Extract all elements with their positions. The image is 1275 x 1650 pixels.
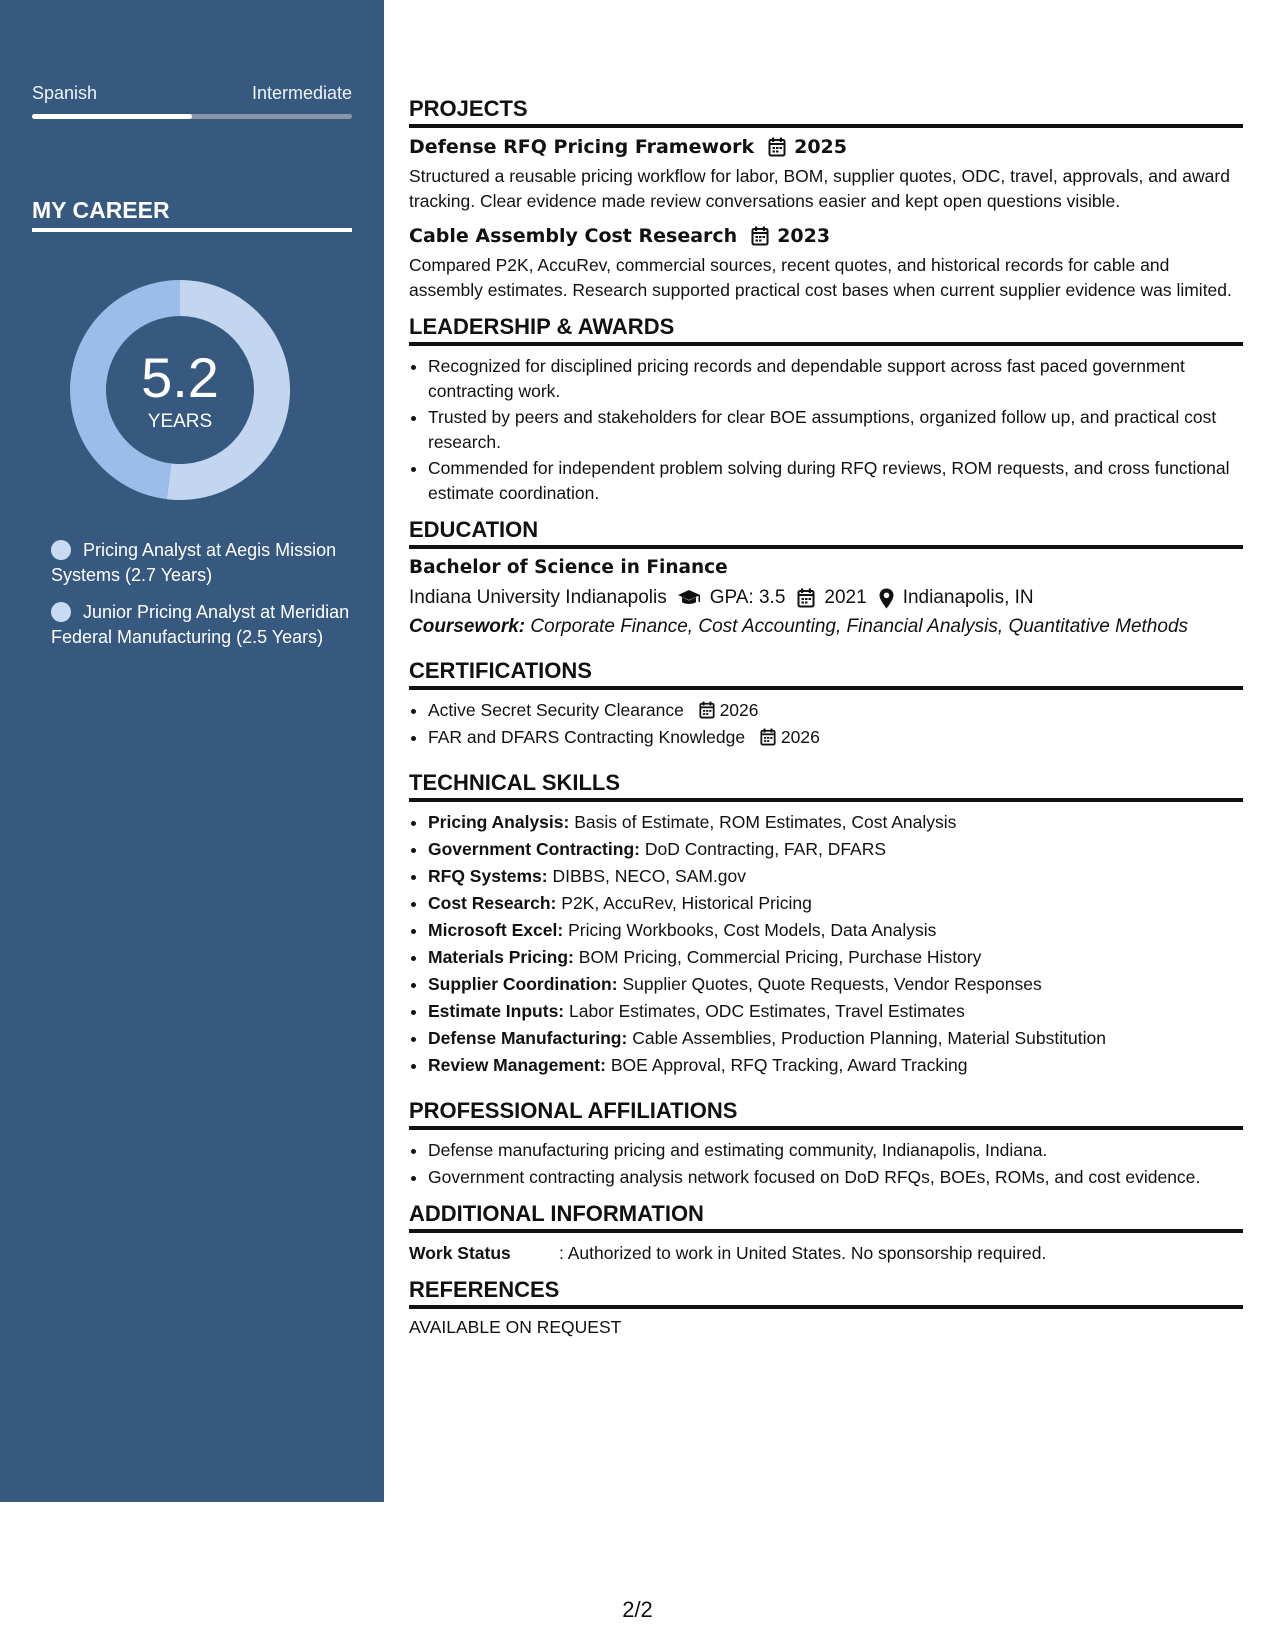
education-year: 2021 — [824, 587, 867, 608]
skill-value: DIBBS, NECO, SAM.gov — [552, 866, 747, 886]
affiliations-section-title: PROFESSIONAL AFFILIATIONS — [409, 1098, 1243, 1130]
location-pin-icon — [879, 588, 894, 609]
education-location: Indianapolis, IN — [902, 587, 1034, 608]
skill-label: Government Contracting: — [428, 839, 640, 859]
skill-value: Supplier Quotes, Quote Requests, Vendor Responses — [622, 974, 1042, 994]
education-details — [409, 584, 1243, 612]
project-name: Cable Assembly Cost Research — [409, 225, 738, 247]
skill-label: Microsoft Excel: — [428, 920, 564, 940]
list-item: • Commended for independent problem solving during RFQ reviews, ROM requests, and cross functional estimate coordination. — [428, 456, 1243, 505]
skill-label: Estimate Inputs: — [428, 1001, 565, 1021]
calendar-icon — [760, 728, 776, 746]
skill-value: Cable Assemblies, Production Planning, Material Substitution — [632, 1028, 1106, 1048]
leadership-section-title: LEADERSHIP & AWARDS — [409, 314, 1243, 346]
project-description: Compared P2K, AccuRev, commercial sources, recent quotes, and historical records for cable and assembly estimates. Research supported practical cost bases when current supplier evidence was limited. — [409, 255, 1232, 300]
education-degree: Bachelor of Science in Finance — [409, 557, 728, 578]
skill-item — [428, 864, 1243, 889]
project-year: 2025 — [794, 136, 847, 158]
certification-name: Active Secret Security Clearance — [428, 700, 684, 720]
work-status-label: Work Status — [409, 1243, 511, 1263]
skill-value: P2K, AccuRev, Historical Pricing — [561, 893, 812, 913]
skill-label: Defense Manufacturing: — [428, 1028, 628, 1048]
coursework-label: Coursework: — [409, 616, 526, 637]
certification-year: 2026 — [780, 727, 820, 747]
career-list — [51, 538, 351, 662]
project-title — [409, 225, 1243, 247]
graduation-cap-icon — [677, 589, 701, 607]
calendar-icon — [768, 137, 786, 157]
coursework-list: Corporate Finance, Cost Accounting, Financial Analysis, Quantitative Methods — [530, 616, 1189, 637]
career-item — [51, 600, 351, 650]
calendar-icon — [751, 226, 769, 246]
certification-name: FAR and DFARS Contracting Knowledge — [428, 727, 746, 747]
list-item: • Defense manufacturing pricing and estimating community, Indianapolis, Indiana. — [428, 1138, 1243, 1163]
work-status-row — [409, 1241, 1243, 1265]
career-item-text: Pricing Analyst at Aegis Mission Systems (2.7 Years) — [51, 540, 337, 585]
skill-value: BOE Approval, RFQ Tracking, Award Tracking — [610, 1055, 968, 1075]
skill-value: DoD Contracting, FAR, DFARS — [644, 839, 887, 859]
education-gpa: GPA: 3.5 — [709, 587, 786, 608]
sidebar — [0, 0, 384, 1502]
skills-list — [409, 810, 1243, 1078]
skill-item — [428, 891, 1243, 916]
skill-value: BOM Pricing, Commercial Pricing, Purchase History — [578, 947, 982, 967]
skill-value: Basis of Estimate, ROM Estimates, Cost Analysis — [574, 812, 957, 832]
page-number: 2/2 — [622, 1597, 653, 1622]
references-text: AVAILABLE ON REQUEST — [409, 1317, 622, 1337]
bullet-dot-icon — [51, 602, 71, 622]
skill-value: Labor Estimates, ODC Estimates, Travel Estimates — [569, 1001, 965, 1021]
certifications-list — [409, 698, 1243, 750]
skill-item — [428, 837, 1243, 862]
skill-item — [428, 918, 1243, 943]
list-item: • Recognized for disciplined pricing records and dependable support across fast paced government contracting work. — [428, 354, 1243, 403]
list-item — [428, 698, 1243, 723]
education-school: Indiana University Indianapolis — [409, 587, 667, 608]
skill-item — [428, 945, 1243, 970]
skill-item — [428, 972, 1243, 997]
career-years-value: 5.2 — [141, 346, 219, 409]
skill-item — [428, 1026, 1243, 1051]
skill-label: Review Management: — [428, 1055, 606, 1075]
language-name: Spanish — [32, 83, 98, 103]
education-coursework — [409, 616, 1243, 638]
skill-value: Pricing Workbooks, Cost Models, Data Analysis — [568, 920, 937, 940]
skill-item — [428, 810, 1243, 835]
project-year: 2023 — [777, 225, 831, 247]
skill-label: Materials Pricing: — [428, 947, 574, 967]
calendar-icon — [797, 588, 815, 608]
skills-section-title: TECHNICAL SKILLS — [409, 770, 1243, 802]
work-status-value: : Authorized to work in United States. No sponsorship required. — [559, 1243, 1047, 1263]
projects-section-title: PROJECTS — [409, 96, 1243, 128]
calendar-icon — [699, 701, 715, 719]
career-years-label: YEARS — [147, 411, 213, 432]
list-item: • Trusted by peers and stakeholders for clear BOE assumptions, organized follow up, and practical cost research. — [428, 405, 1243, 454]
list-item: • Government contracting analysis network focused on DoD RFQs, BOEs, ROMs, and cost evidence. — [428, 1165, 1243, 1190]
skill-item — [428, 1053, 1243, 1078]
bullet-dot-icon — [51, 540, 71, 560]
skill-label: Pricing Analysis: — [428, 812, 570, 832]
skill-label: RFQ Systems: — [428, 866, 548, 886]
certifications-section-title: CERTIFICATIONS — [409, 658, 1243, 690]
additional-info-section-title: ADDITIONAL INFORMATION — [409, 1201, 1243, 1233]
skill-item — [428, 999, 1243, 1024]
project-title — [409, 136, 1243, 158]
career-item-text: Junior Pricing Analyst at Meridian Federal Manufacturing (2.5 Years) — [51, 602, 350, 647]
skill-label: Cost Research: — [428, 893, 557, 913]
language-level: Intermediate — [251, 83, 352, 103]
language-proficiency-fill — [32, 114, 192, 119]
affiliations-list — [409, 1138, 1243, 1189]
language-row — [32, 83, 352, 104]
project-name: Defense RFQ Pricing Framework — [409, 136, 755, 158]
project-description: Structured a reusable pricing workflow for labor, BOM, supplier quotes, ODC, travel, approvals, and award tracking. Clear evidence made review conversations easier and kept open questions visible. — [409, 166, 1230, 211]
main-content — [409, 96, 1243, 1338]
list-item — [428, 725, 1243, 750]
leadership-list — [409, 354, 1243, 505]
career-item — [51, 538, 351, 588]
education-section-title: EDUCATION — [409, 517, 1243, 549]
references-section-title: REFERENCES — [409, 1277, 1243, 1309]
skill-label: Supplier Coordination: — [428, 974, 618, 994]
certification-year: 2026 — [719, 700, 759, 720]
career-section-title: MY CAREER — [32, 197, 352, 232]
language-proficiency-bar — [32, 114, 352, 119]
